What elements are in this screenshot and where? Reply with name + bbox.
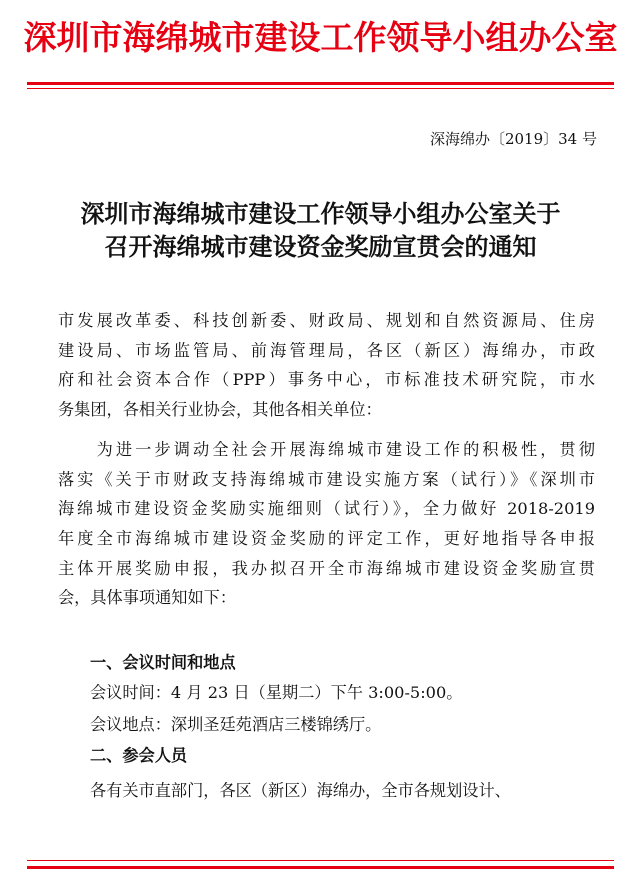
addressee-line: 务集团，各相关行业协会，其他各相关单位： — [58, 400, 382, 420]
addressee-block — [58, 306, 595, 425]
document-title-line-1: 深圳市海绵城市建设工作领导小组办公室关于 — [80, 199, 561, 228]
masthead-rule-thick — [27, 82, 614, 85]
paragraph-line: 为进一步调动全社会开展海绵城市建设工作的积极性，贯彻 — [58, 440, 595, 459]
section-1-heading: 一、会议时间和地点 — [90, 653, 236, 672]
masthead-rule-thin — [27, 88, 614, 89]
addressee-line: 建设局、市场监管局、前海管理局，各区（新区）海绵办，市政 — [58, 340, 595, 360]
addressee-line: 府和社会资本合作（PPP）事务中心，市标准技术研究院，市水 — [58, 370, 595, 390]
paragraph-line: 主体开展奖励申报，我办拟召开全市海绵城市建设资金奖励宣贯 — [58, 558, 595, 578]
addressee-line: 市发展改革委、科技创新委、财政局、规划和自然资源局、住房 — [58, 311, 595, 330]
document-number: 深海绵办〔2019〕34 号 — [429, 130, 597, 148]
footer-rule-thin — [27, 860, 614, 861]
document-title-line-2: 召开海绵城市建设资金奖励宣贯会的通知 — [104, 232, 537, 261]
paragraph-line: 会，具体事项通知如下： — [58, 588, 237, 608]
paragraph-line: 海绵城市建设资金奖励实施细则（试行）》，全力做好 2018-2019 — [58, 499, 595, 519]
masthead-title: 深圳市海绵城市建设工作领导小组办公室 — [23, 18, 618, 57]
paragraph-line: 年度全市海绵城市建设资金奖励的评定工作，更好地指导各申报 — [58, 529, 595, 549]
document-title — [0, 197, 641, 263]
paragraph-line: 落实《关于市财政支持海绵城市建设实施方案（试行）》《深圳市 — [58, 469, 595, 489]
attendees-text: 各有关市直部门，各区（新区）海绵办，全市各规划设计、 — [90, 781, 511, 800]
meeting-place: 会议地点：深圳圣廷苑酒店三楼锦绣厅。 — [90, 715, 382, 734]
intro-paragraph — [58, 435, 595, 613]
footer-rule-thick — [27, 866, 614, 869]
section-2-heading: 二、参会人员 — [90, 746, 188, 765]
meeting-time: 会议时间：4 月 23 日（星期二）下午 3:00-5:00。 — [90, 683, 463, 702]
